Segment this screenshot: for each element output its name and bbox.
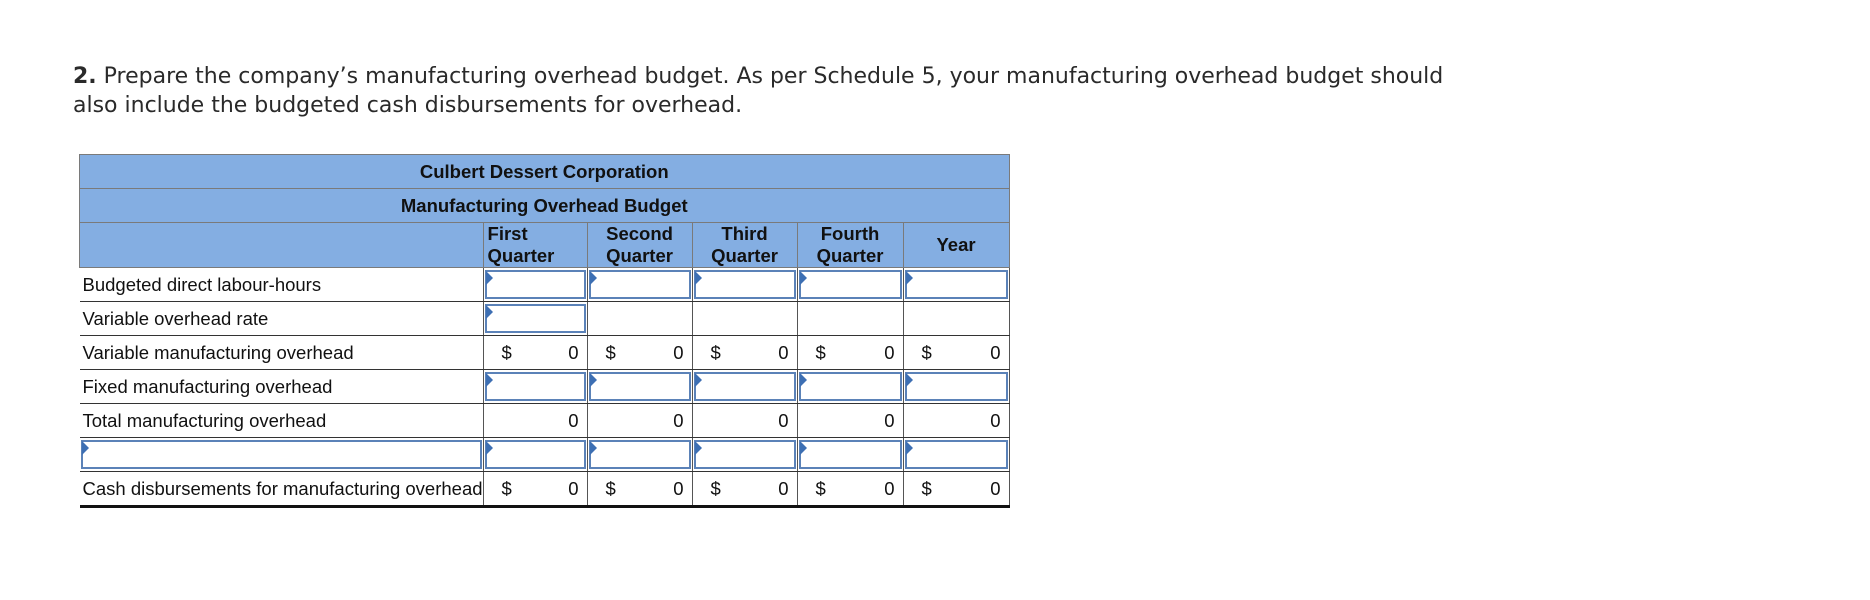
row-variable-overhead-rate	[80, 302, 1010, 336]
company-header-row	[80, 155, 1010, 189]
dlh-year-input[interactable]	[905, 270, 1008, 299]
column-header-q2	[587, 223, 692, 268]
dlh-q2-input[interactable]	[589, 270, 691, 299]
adjustment-label-input[interactable]	[81, 440, 482, 469]
row-cash-disbursements	[80, 472, 1010, 507]
title-header-row	[80, 189, 1010, 223]
variable-moh-q4-value: 0	[884, 341, 895, 363]
row-total-moh	[80, 404, 1010, 438]
question-text: Prepare the company’s manufacturing overhead budget. As per Schedule 5, your manufacturing overhead budget should also include the budgeted cash disbursements for overhead.	[73, 64, 1444, 118]
row-fixed-moh	[80, 370, 1010, 404]
currency-symbol: $	[501, 341, 512, 363]
row-adjustment	[80, 438, 1010, 472]
currency-symbol: $	[921, 341, 932, 363]
column-header-year	[903, 223, 1009, 268]
column-header-q4-line1: Fourth	[820, 223, 880, 244]
cash-q4-value: 0	[884, 477, 895, 499]
variable-rate-input[interactable]	[485, 304, 586, 333]
dlh-q1-input[interactable]	[485, 270, 586, 299]
column-header-q1-line1: First	[487, 223, 528, 244]
variable-moh-year-value: 0	[990, 341, 1001, 363]
fixed-moh-year-input[interactable]	[905, 372, 1008, 401]
empty-cell	[797, 302, 903, 336]
column-header-q2-line2: Quarter	[606, 245, 673, 266]
row-label-total-moh: Total manufacturing overhead	[80, 404, 484, 438]
cash-q2-value: 0	[673, 477, 684, 499]
fixed-moh-q1-input[interactable]	[485, 372, 586, 401]
row-label-variable-overhead-rate: Variable overhead rate	[80, 302, 484, 336]
currency-symbol: $	[815, 341, 826, 363]
column-header-q1	[483, 223, 587, 268]
total-moh-year-value: 0	[990, 409, 1001, 431]
adjustment-q4-input[interactable]	[799, 440, 902, 469]
currency-symbol: $	[710, 477, 721, 499]
question-prompt	[73, 62, 1473, 120]
empty-cell	[587, 302, 692, 336]
currency-symbol: $	[815, 477, 826, 499]
column-header-q3-line2: Quarter	[711, 245, 778, 266]
column-header-q4-line2: Quarter	[816, 245, 884, 266]
column-header-blank	[80, 223, 484, 268]
column-header-q4	[797, 223, 903, 268]
column-header-q1-line2: Quarter	[487, 245, 555, 266]
currency-symbol: $	[501, 477, 512, 499]
empty-cell	[903, 302, 1009, 336]
total-moh-q4-value: 0	[884, 409, 895, 431]
currency-symbol: $	[605, 341, 616, 363]
total-moh-q3-value: 0	[778, 409, 789, 431]
company-name: Culbert Dessert Corporation	[80, 155, 1010, 189]
total-moh-q2-value: 0	[673, 409, 684, 431]
row-label-direct-labour-hours: Budgeted direct labour-hours	[80, 268, 484, 302]
fixed-moh-q4-input[interactable]	[799, 372, 902, 401]
currency-symbol: $	[605, 477, 616, 499]
row-label-fixed-moh: Fixed manufacturing overhead	[80, 370, 484, 404]
column-header-q2-line1: Second	[606, 223, 673, 244]
row-label-cash-disbursements: Cash disbursements for manufacturing overhead	[80, 472, 484, 507]
question-number: 2.	[73, 64, 97, 89]
adjustment-q1-input[interactable]	[485, 440, 586, 469]
row-label-variable-moh: Variable manufacturing overhead	[80, 336, 484, 370]
variable-moh-q2-value: 0	[673, 341, 684, 363]
cash-q3-value: 0	[778, 477, 789, 499]
total-moh-q1-value: 0	[568, 409, 579, 431]
variable-moh-q3-value: 0	[778, 341, 789, 363]
cash-q1-value: 0	[568, 477, 579, 499]
budget-title: Manufacturing Overhead Budget	[80, 189, 1010, 223]
row-variable-moh	[80, 336, 1010, 370]
cash-year-value: 0	[990, 477, 1001, 499]
fixed-moh-q2-input[interactable]	[589, 372, 691, 401]
adjustment-year-input[interactable]	[905, 440, 1008, 469]
column-header-row	[80, 223, 1010, 268]
dlh-q4-input[interactable]	[799, 270, 902, 299]
row-direct-labour-hours	[80, 268, 1010, 302]
overhead-budget-table	[79, 154, 1010, 508]
currency-symbol: $	[710, 341, 721, 363]
fixed-moh-q3-input[interactable]	[694, 372, 796, 401]
currency-symbol: $	[921, 477, 932, 499]
dlh-q3-input[interactable]	[694, 270, 796, 299]
column-header-year-line1: Year	[936, 234, 976, 255]
column-header-q3	[692, 223, 797, 268]
variable-moh-q1-value: 0	[568, 341, 579, 363]
adjustment-q2-input[interactable]	[589, 440, 691, 469]
adjustment-q3-input[interactable]	[694, 440, 796, 469]
column-header-q3-line1: Third	[721, 223, 768, 244]
empty-cell	[692, 302, 797, 336]
